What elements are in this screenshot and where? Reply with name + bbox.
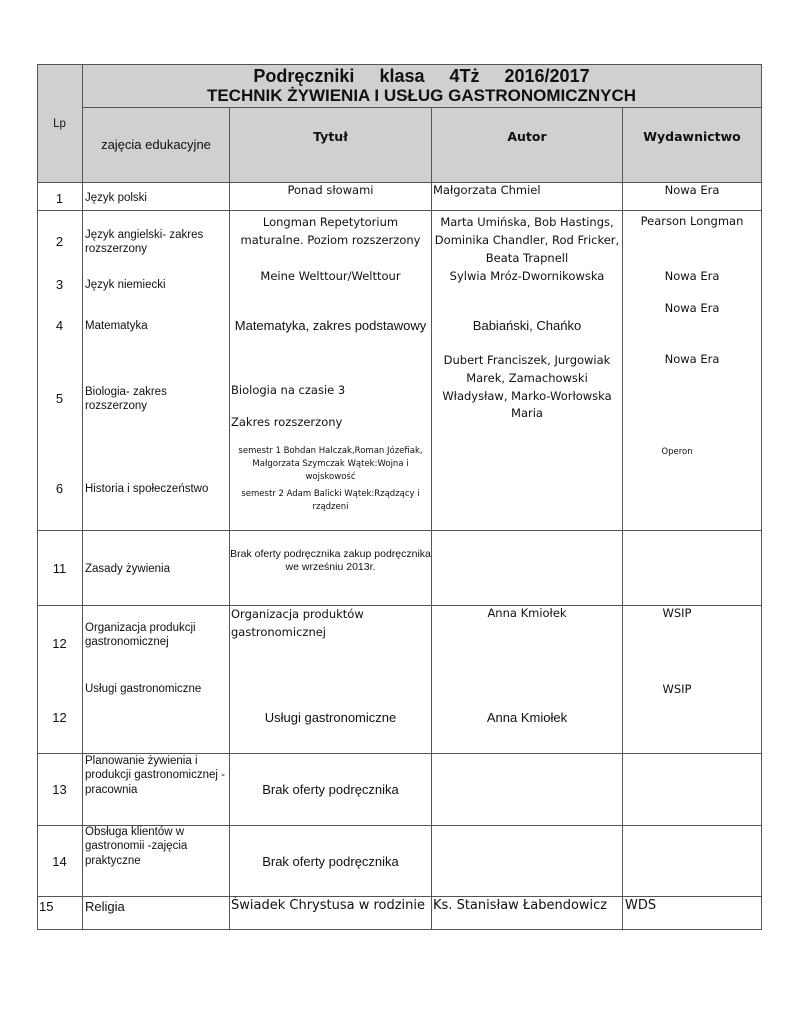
col-header-author: Autor (507, 129, 547, 144)
row-title: Matematyka, zakres podstawowy (234, 318, 427, 333)
grid-hline-r1 (37, 210, 762, 211)
row-author: Marta Umińska, Bob Hastings, Dominika Chandler, Rod Fricker, Beata Trapnell (434, 215, 620, 265)
row-author: Ks. Stanisław Łabendowicz (433, 898, 608, 913)
row-lp: 3 (55, 277, 64, 292)
row-title: Świadek Chrystusa w rodzinie (231, 898, 426, 913)
row-title: Brak oferty podręcznika (262, 854, 399, 869)
row-publisher: Operon (661, 447, 693, 457)
row-title: Biologia na czasie 3 (231, 383, 346, 397)
page-title: Podręczniki klasa 4Tż 2016/2017 (253, 66, 590, 86)
row-subject: Język niemiecki (85, 279, 166, 291)
row-publisher: Nowa Era (664, 352, 720, 366)
row-title: Meine Welttour/Welttour (260, 269, 401, 283)
row-title: Longman Repetytorium maturalne. Poziom rozszerzony (240, 215, 421, 247)
row-publisher: WSIP (662, 682, 692, 696)
row-title: Organizacja produktów gastronomicznej (231, 607, 364, 639)
row-author: Małgorzata Chmiel (433, 183, 541, 197)
row-lp: 15 (39, 899, 54, 914)
row-subject: Matematyka (85, 320, 148, 332)
grid-hline-r14 (37, 896, 762, 897)
row-lp: 2 (55, 234, 64, 249)
row-publisher: WDS (625, 898, 657, 913)
row-lp: 1 (55, 191, 64, 206)
row-lp: 12 (52, 636, 67, 651)
row-title-extra: semestr 2 Adam Balicki Wątek:Rządzący i rządzeni (241, 489, 420, 512)
row-subject: Usługi gastronomiczne (85, 683, 202, 695)
row-publisher: Nowa Era (664, 183, 720, 197)
row-lp: 6 (55, 481, 64, 496)
row-author: Anna Kmiołek (487, 606, 567, 620)
row-title-extra: Zakres rozszerzony (231, 415, 343, 429)
row-lp: 14 (52, 854, 67, 869)
col-header-subject: zajęcia edukacyjne (101, 137, 211, 152)
row-title: Brak oferty podręcznika (262, 782, 399, 797)
row-subject: Organizacja produkcji gastronomicznej (85, 622, 196, 649)
row-subject: Religia (85, 899, 125, 914)
row-publisher: WSIP (662, 606, 692, 620)
grid-hline-bottom (37, 929, 762, 930)
row-publisher: Nowa Era (664, 301, 720, 315)
row-title: Usługi gastronomiczne (264, 710, 397, 725)
row-author: Sylwia Mróz-Dwornikowska (449, 269, 605, 283)
row-lp: 4 (55, 318, 64, 333)
row-lp: 12 (52, 710, 67, 725)
row-lp: 13 (52, 782, 67, 797)
col-header-title: Tytuł (313, 129, 348, 144)
row-publisher: Pearson Longman (640, 214, 744, 228)
grid-vline-author (622, 107, 623, 930)
row-publisher: Nowa Era (664, 269, 720, 283)
grid-vline-right (761, 64, 762, 930)
row-subject: Język polski (85, 192, 147, 204)
row-subject: Obsługa klientów w gastronomii -zajęcia praktyczne (85, 826, 188, 867)
page-subtitle: TECHNIK ŻYWIENIA I USŁUG GASTRONOMICZNYCH (206, 86, 637, 105)
row-author: Dubert Franciszek, Jurgowiak Marek, Zamachowski Władysław, Marko-Worłowska Maria (442, 353, 612, 421)
grid-vline-title (431, 107, 432, 930)
row-subject: Język angielski- zakres rozszerzony (85, 229, 204, 256)
row-title: Brak oferty podręcznika zakup podręcznika we wrześniu 2013r. (230, 548, 431, 574)
grid-hline-title (82, 107, 762, 108)
row-subject: Planowanie żywienia i produkcji gastronomicznej - pracownia (85, 755, 225, 796)
row-author: Anna Kmiołek (486, 710, 568, 725)
grid-hline-r6 (37, 530, 762, 531)
row-subject: Biologia- zakres rozszerzony (85, 386, 167, 413)
row-title: Ponad słowami (287, 183, 374, 197)
row-lp: 11 (52, 561, 67, 576)
row-lp: 5 (55, 391, 64, 406)
grid-vline-lp (82, 64, 83, 930)
row-title: semestr 1 Bohdan Halczak,Roman Józefiak, Małgorzata Szymczak Wątek:Wojna i wojskowość (238, 446, 423, 482)
col-header-publisher: Wydawnictwo (643, 129, 741, 144)
col-header-lp: Lp (53, 118, 66, 130)
row-subject: Historia i społeczeństwo (85, 483, 209, 495)
grid-vline-subject (229, 107, 230, 930)
row-subject: Zasady żywienia (85, 563, 171, 575)
row-author: Babiański, Chańko (472, 318, 582, 333)
